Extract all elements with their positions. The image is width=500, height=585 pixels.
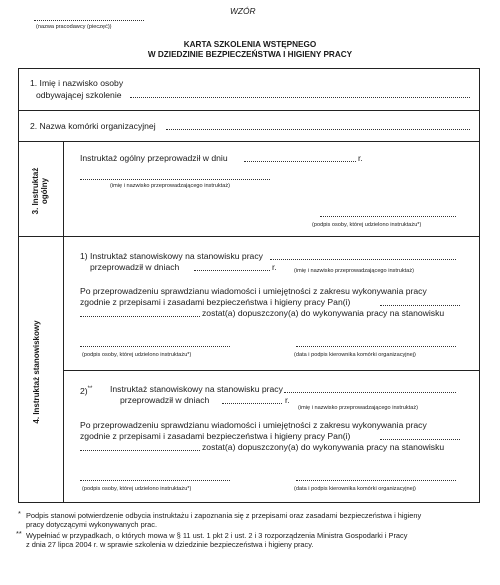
section1-label-line1: 1. Imię i nazwisko osoby [30, 78, 124, 88]
part1-sig-right-caption: (data i podpis kierownika komórki organizacyjnej) [294, 352, 416, 358]
part2-signature-field[interactable] [80, 480, 230, 481]
section1-label-line2: odbywającej szkolenie [36, 90, 122, 100]
part2-number: 2)** [80, 385, 93, 396]
section3-year-suffix: r. [358, 153, 363, 163]
part1-dates-field[interactable] [194, 270, 270, 271]
part2-dates-field[interactable] [222, 403, 282, 404]
part2-instructor-caption: (imię i nazwisko przeprowadzającego instruktaż) [298, 405, 419, 411]
general-instructor-field[interactable] [80, 179, 270, 180]
part1-sig-left-caption: (podpis osoby, której udzielono instruktażu*) [82, 352, 192, 358]
divider-3 [18, 236, 480, 237]
side-column-divider [63, 141, 64, 503]
divider-2 [18, 141, 480, 142]
part1-instructor-caption: (imię i nazwisko przeprowadzającego instruktaż) [294, 268, 415, 274]
part2-person-field-2[interactable] [80, 450, 200, 451]
part2-line2: przeprowadził w dniach [120, 395, 210, 405]
org-unit-field[interactable] [166, 129, 470, 130]
section3-side-label: 3. Instruktaż ogólny [31, 167, 49, 215]
part1-year-suffix: r. [272, 262, 277, 272]
section3-instructor-caption: (imię i nazwisko przeprowadzającego instruktaż) [110, 183, 231, 189]
footnote-2-line1: Wypełniać w przypadkach, o których mowa w § 11 ust. 1 pkt 2 i ust. 2 i 3 rozporządzenia Ministra Gospodarki i Pracy [26, 531, 408, 540]
part2-manager-field[interactable] [296, 480, 456, 481]
trainee-name-field[interactable] [130, 97, 470, 98]
employer-caption: (nazwa pracodawcy (pieczęć)) [36, 24, 112, 30]
part1-manager-field[interactable] [296, 346, 456, 347]
footnote-2-line2: z dnia 27 lipca 2004 r. w sprawie szkolenia w dziedzinie bezpieczeństwa i higieny pracy. [26, 540, 314, 549]
part2-para-line1: Po przeprowadzeniu sprawdzianu wiadomości i umiejętności z zakresu wykonywania pracy [80, 420, 427, 430]
divider-1 [18, 110, 480, 111]
part1-person-field[interactable] [380, 305, 460, 306]
section3-signature-caption: (podpis osoby, której udzielono instruktażu*) [312, 222, 422, 228]
part2-line1: Instruktaż stanowiskowy na stanowisku pracy [110, 384, 283, 394]
footnote-1-mark: * [18, 509, 21, 518]
part2-para-line3: zostat(a) dopuszczony(a) do wykonywania pracy na stanowisku [202, 442, 445, 452]
part2-instructor-field[interactable] [284, 392, 456, 393]
part1-person-field-2[interactable] [80, 316, 200, 317]
footnote-1-line2: pracy dotyczącymi wykonywanych prac. [26, 520, 158, 529]
general-signature-field[interactable] [320, 216, 456, 217]
divider-4 [63, 370, 480, 371]
part1-para-line2: zgodnie z przepisami i zasadami bezpieczeństwa i higieny pracy Pan(i) [80, 297, 351, 307]
part2-year-suffix: r. [285, 395, 290, 405]
part2-person-field[interactable] [380, 439, 460, 440]
footnote-1-line1: Podpis stanowi potwierdzenie odbycia instruktażu i zapoznania się z przepisami oraz zasadami bezpieczeństwa i higieny [26, 511, 422, 520]
section2-label: 2. Nazwa komórki organizacyjnej [30, 121, 156, 131]
part1-para-line3: zostat(a) dopuszczony(a) do wykonywania pracy na stanowisku [202, 308, 445, 318]
part2-sig-left-caption: (podpis osoby, której udzielono instruktażu*) [82, 486, 192, 492]
part2-sig-right-caption: (data i podpis kierownika komórki organizacyjnej) [294, 486, 416, 492]
general-training-date-field[interactable] [244, 161, 356, 162]
part1-instructor-field[interactable] [270, 259, 456, 260]
part1-para-line1: Po przeprowadzeniu sprawdzianu wiadomości i umiejętności z zakresu wykonywania pracy [80, 286, 427, 296]
section4-side-label: 4. Instruktaż stanowiskowy [32, 320, 41, 424]
part1-signature-field[interactable] [80, 346, 230, 347]
footnote-2-mark: ** [16, 529, 22, 538]
section3-general-line: Instruktaż ogólny przeprowadził w dniu [80, 153, 228, 163]
part2-para-line2: zgodnie z przepisami i zasadami bezpieczeństwa i higieny pracy Pan(i) [80, 431, 351, 441]
part1-line2: przeprowadził w dniach [90, 262, 180, 272]
part1-line1: 1) Instruktaż stanowiskowy na stanowisku pracy [80, 251, 263, 261]
template-label: WZÓR [230, 6, 256, 16]
form-title-line1: KARTA SZKOLENIA WSTĘPNEGO [183, 40, 317, 49]
form-title-line2: W DZIEDZINIE BEZPIECZEŃSTWA I HIGIENY PRACY [147, 50, 353, 59]
employer-stamp-line[interactable] [34, 20, 144, 21]
